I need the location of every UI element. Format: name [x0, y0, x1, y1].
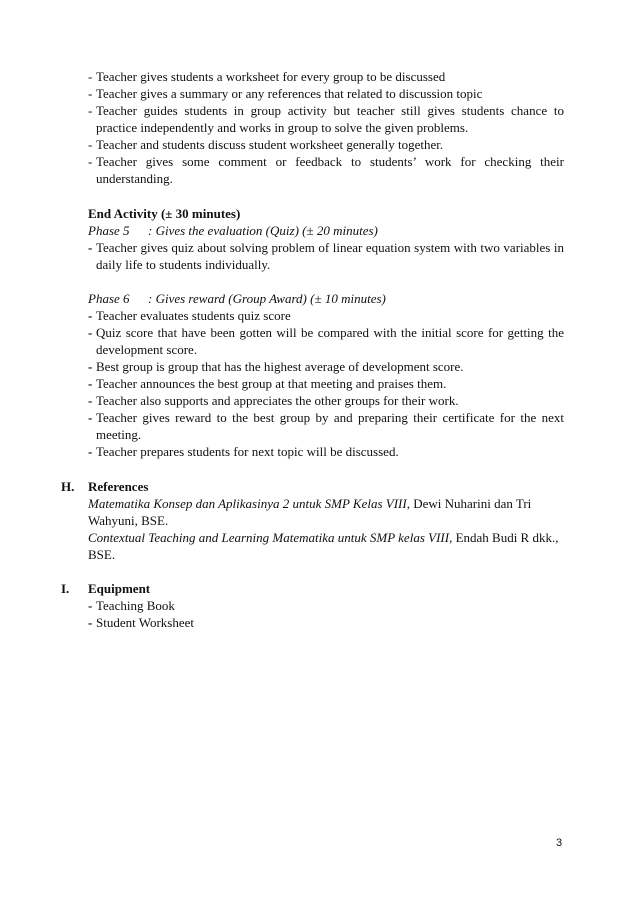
reference-1: Matematika Konsep dan Aplikasinya 2 untuk SMP Kelas VIII, Dewi Nuharini dan Tri: [88, 496, 532, 511]
reference-1-cont: Wahyuni, BSE.: [88, 513, 169, 528]
list-item: - Teacher prepares students for next topic will be discussed.: [88, 444, 399, 459]
phase5-line: [88, 222, 564, 239]
references-title: References: [88, 479, 149, 494]
list-item: - Teacher gives quiz about solving problem of linear equation system with two variables in daily life to students individually.: [88, 240, 564, 272]
list-item: - Teacher gives some comment or feedback to students’ work for checking their understanding.: [88, 154, 564, 186]
page-number: 3: [556, 837, 563, 849]
phase6-label: Phase 6: [88, 291, 130, 306]
phase6-line: [88, 290, 564, 307]
phase6-section: [88, 290, 564, 460]
reference-2: Contextual Teaching and Learning Matematika untuk SMP kelas VIII, Endah Budi R dkk.,: [88, 530, 559, 545]
end-activity-section: [88, 205, 564, 273]
activity-bullets: [88, 68, 564, 187]
reference-2-cont: BSE.: [88, 547, 116, 562]
list-item: - Teacher gives a summary or any references that related to discussion topic: [88, 86, 483, 101]
equipment-section: [88, 580, 564, 631]
phase5-title: : Gives the evaluation (Quiz) (± 20 minutes): [148, 223, 378, 238]
list-item: - Student Worksheet: [88, 615, 195, 630]
list-item: - Teacher gives reward to the best group by and preparing their certificate for the next meeting.: [88, 410, 564, 442]
list-item: - Teacher also supports and appreciates the other groups for their work.: [88, 393, 459, 408]
phase6-title: : Gives reward (Group Award) (± 10 minutes): [148, 291, 386, 306]
equipment-title: Equipment: [88, 581, 151, 596]
list-item: - Quiz score that have been gotten will be compared with the initial score for getting the development score.: [88, 325, 564, 357]
references-section: [88, 478, 564, 563]
list-item: - Teacher evaluates students quiz score: [88, 308, 291, 323]
end-activity-heading: End Activity (± 30 minutes): [88, 206, 241, 221]
references-letter: H.: [61, 479, 75, 494]
list-item: - Teaching Book: [88, 598, 175, 613]
list-item: - Best group is group that has the highest average of development score.: [88, 359, 464, 374]
list-item: - Teacher guides students in group activity but teacher still gives students chance to practice independently and works in group to solve the given problems.: [88, 103, 564, 135]
list-item: - Teacher and students discuss student worksheet generally together.: [88, 137, 444, 152]
equipment-letter: I.: [61, 581, 70, 596]
list-item: - Teacher gives students a worksheet for every group to be discussed: [88, 69, 446, 84]
list-item: - Teacher announces the best group at that meeting and praises them.: [88, 376, 447, 391]
phase5-label: Phase 5: [88, 223, 130, 238]
